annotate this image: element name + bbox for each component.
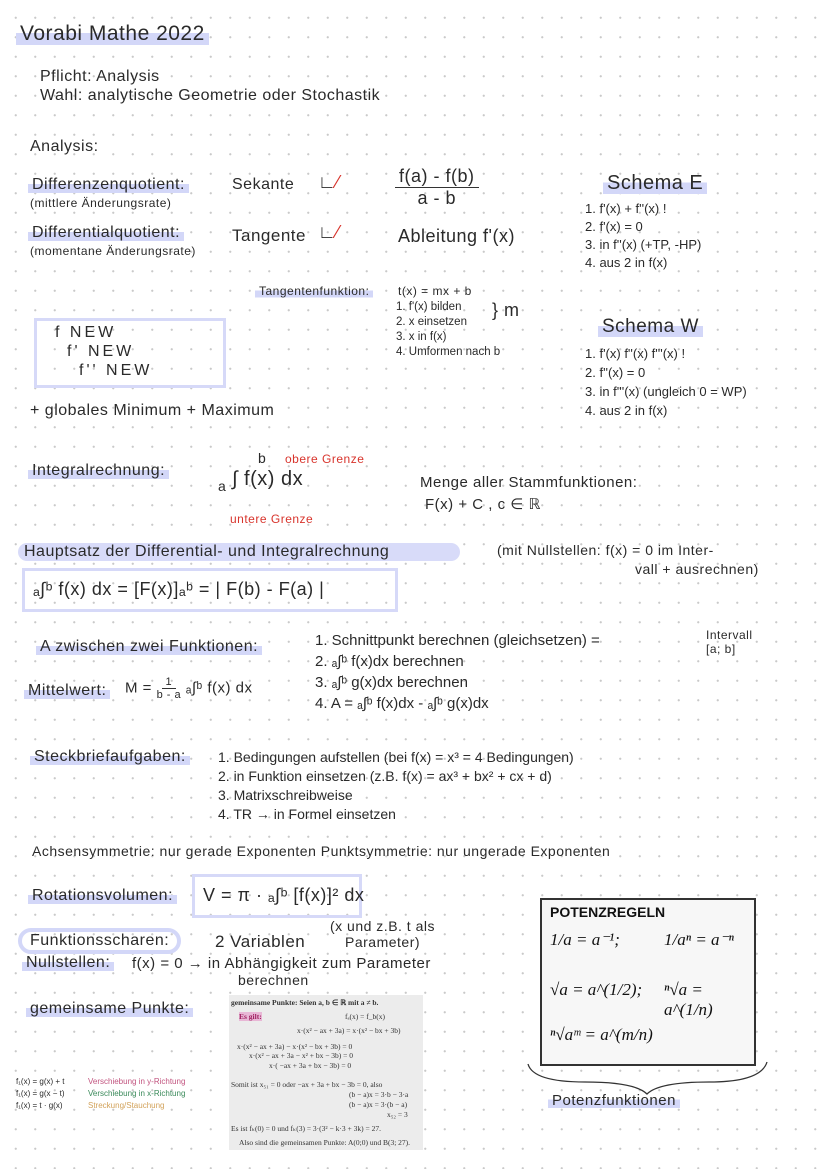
schema-e-title: Schema E — [603, 172, 707, 195]
nullstellen-label: Nullstellen: — [22, 954, 114, 972]
scharen-note: Parameter) — [345, 934, 421, 950]
integral-lower: a — [218, 478, 227, 494]
tangente-formula: t(x) = mx + b — [398, 284, 472, 298]
schema-w-step: 4. aus 2 in f(x) — [585, 403, 668, 418]
gemeinsame-punkte-image — [229, 995, 423, 1150]
zwischen-step: 1. Schnittpunkt berechnen (gleichsetzen) = — [315, 632, 600, 649]
rotation-box — [192, 874, 365, 918]
difference-quotient — [395, 166, 479, 209]
steckbrief-steps — [218, 748, 574, 824]
tangente-label: Tangente — [232, 226, 306, 245]
potenz-rule: √a = a^(1/2); — [550, 980, 643, 999]
gp-line: Somit ist x₅₁ = 0 oder −ax + 3a + bx − 3b = 0, also — [231, 1080, 383, 1089]
gp-line: x·(x² − ax + 3a − x² + bx − 3b) = 0 — [249, 1051, 354, 1060]
gp-line: x₅₂ = 3 — [387, 1110, 408, 1119]
gemeinsam-label: gemeinsame Punkte: — [26, 1000, 193, 1018]
scharen-text: 2 Variablen — [215, 932, 306, 951]
legend-formula: f₁(x) = t · g(x) — [16, 1101, 63, 1110]
hauptsatz-label: Hauptsatz der Differential- und Integralrechnung — [18, 543, 460, 561]
untere-grenze: untere Grenze — [230, 512, 314, 526]
diffq-sub: (mittlere Änderungsrate) — [30, 196, 172, 210]
potenz-rule: ⁿ√aᵐ = a^(m/n) — [550, 1025, 653, 1044]
new-box — [34, 318, 226, 388]
gp-line: x·(x² − ax + 3a) = x·(x² − bx + 3b) — [297, 1026, 401, 1035]
gp-line: Es gilt: — [239, 1012, 262, 1021]
rotation-label: Rotationsvolumen: — [28, 887, 177, 905]
steckbrief-step: 3. Matrixschreibweise — [218, 787, 353, 803]
gp-line: Also sind die gemeinsamen Punkte: A(0;0) und B(3; 27). — [239, 1138, 411, 1147]
zwischen-step: 2. ₐ∫ᵇ f(x)dx berechnen — [315, 653, 464, 670]
nullstellen-text2: berechnen — [238, 972, 309, 988]
stamm-text: F(x) + C , c ∈ ℝ — [425, 496, 541, 513]
gp-line: Es ist fₖ(0) = 0 und fₖ(3) = 3·(3² − k·3 + 3k) = 27. — [231, 1124, 381, 1133]
nullstellen-text: f(x) = 0 → in Abhängigkeit zum Parameter — [132, 955, 431, 972]
zwischen-step: 3. ₐ∫ᵇ g(x)dx berechnen — [315, 674, 468, 691]
frac-num: f(a) - f(b) — [395, 166, 479, 188]
potenz-rule: 1/a = a⁻¹; — [550, 930, 620, 949]
gp-line: x·( −ax + 3a + bx − 3b) = 0 — [269, 1061, 352, 1070]
mittelwert-formula: M = $\frac{1}{b - a}$ ₐ∫ᵇ f(x) dx — [125, 676, 253, 701]
diffq-label: Differenzenquotient: — [28, 176, 189, 194]
potenz-title: POTENZREGELN — [550, 904, 666, 920]
tangente-steps — [396, 300, 500, 360]
global-text: + globales Minimum + Maximum — [30, 402, 275, 419]
integral-upper: b — [258, 450, 267, 466]
steckbrief-step: 2. in Funktion einsetzen (z.B. f(x) = ax³ + bx² + cx + d) — [218, 768, 552, 784]
diffl-label: Differentialquotient: — [28, 224, 184, 242]
sekante-icon: ∟⁄ — [318, 172, 340, 192]
sekante-label: Sekante — [232, 176, 295, 193]
interval-value: [a; b] — [706, 642, 736, 656]
potenz-caption: Potenzfunktionen — [548, 1092, 680, 1109]
potenzregeln-image — [540, 898, 756, 1066]
tangente-step: 3. x in f(x) — [396, 331, 447, 343]
tangente-step: 4. Umformen nach b — [396, 346, 501, 358]
tangente-icon: ∟⁄ — [318, 222, 340, 242]
schema-e-list — [585, 200, 701, 272]
legend-desc: Streckung/Stauchung — [88, 1101, 165, 1110]
integral-label: Integralrechnung: — [28, 462, 169, 480]
mittelwert-label: Mittelwert: — [24, 682, 110, 700]
scharen-note: (x und z.B. t als — [330, 918, 435, 934]
schema-e-step: 4. aus 2 in f(x) — [585, 255, 668, 270]
hauptsatz-note: (mit Nullstellen: f(x) = 0 im Inter- — [497, 542, 714, 558]
legend-desc: Verschiebung in y-Richtung — [88, 1077, 186, 1086]
analysis-heading: Analysis: — [30, 138, 99, 155]
zwischen-step: 4. A = ₐ∫ᵇ f(x)dx - ₐ∫ᵇ g(x)dx — [315, 695, 489, 712]
potenz-rule: ⁿ√a = a^(1/n) — [664, 980, 713, 1019]
obere-grenze: obere Grenze — [285, 452, 365, 466]
zwischen-steps — [315, 630, 600, 714]
zwischen-label: A zwischen zwei Funktionen: — [36, 638, 262, 656]
tangentenfunktion-label: Tangentenfunktion: — [255, 284, 373, 298]
frac-den: a - b — [417, 188, 457, 208]
integral-expr: ∫ f(x) dx — [232, 468, 304, 490]
legend-formula: f₁(x) = g(x) + t — [16, 1077, 65, 1086]
new-row: f' NEW — [67, 343, 135, 360]
schema-e-step: 1. f'(x) + f''(x) ! — [585, 201, 667, 216]
gp-line: x·(x² − ax + 3a) − x·(x² − bx + 3b) = 0 — [237, 1042, 353, 1051]
page-title: Vorabi Mathe 2022 — [16, 22, 209, 46]
tangente-step: 2. x einsetzen — [396, 316, 467, 328]
ableitung-text: Ableitung f'(x) — [398, 226, 515, 246]
curly-brace-icon — [525, 1060, 770, 1096]
schema-w-step: 1. f'(x) f''(x) f'''(x) ! — [585, 346, 686, 361]
schema-e-step: 3. in f''(x) (+TP, -HP) — [585, 237, 702, 252]
hauptsatz-note: vall + ausrechnen) — [635, 561, 759, 577]
scharen-label: Funktionsscharen: — [18, 928, 181, 954]
schema-w-step: 3. in f'''(x) (ungleich 0 = WP) — [585, 384, 747, 399]
diffl-sub: (momentane Änderungsrate) — [30, 244, 196, 258]
tangente-step: 1. f'(x) bilden — [396, 301, 462, 313]
gp-line: gemeinsame Punkte: Seien a, b ∈ ℝ mit a ≠ b. — [231, 998, 379, 1007]
schema-e-step: 2. f'(x) = 0 — [585, 219, 643, 234]
rotation-formula: V = π · ₐ∫ᵇ [f(x)]² dx — [203, 885, 365, 905]
hauptsatz-formula: ₐ∫ᵇ f(x) dx = [F(x)]ₐᵇ = | F(b) - F(a) | — [33, 579, 325, 599]
schema-w-step: 2. f''(x) = 0 — [585, 365, 646, 380]
new-row: f NEW — [55, 324, 117, 341]
gp-line: (b − a)x = 3·(b − a) — [349, 1100, 408, 1109]
interval-text: Intervall — [706, 628, 753, 642]
steckbrief-step: 1. Bedingungen aufstellen (bei f(x) = x³ = 4 Bedingungen) — [218, 749, 574, 765]
potenz-rule: 1/aⁿ = a⁻ⁿ — [664, 930, 734, 949]
menge-text: Menge aller Stammfunktionen: — [420, 474, 638, 491]
steckbrief-label: Steckbriefaufgaben: — [30, 748, 190, 766]
hauptsatz-formula-box — [22, 568, 398, 612]
schema-w-list — [585, 344, 747, 420]
symmetrie-text: Achsensymmetrie: nur gerade Exponenten Punktsymmetrie: nur ungerade Exponenten — [32, 843, 611, 859]
legend-desc: Verschiebung in x-Richtung — [88, 1089, 186, 1098]
steckbrief-step: 4. TR → in Formel einsetzen — [218, 806, 396, 822]
brace-m: } m — [492, 300, 520, 320]
gp-line: (b − a)x = 3·b − 3·a — [349, 1090, 409, 1099]
new-row: f'' NEW — [79, 362, 153, 379]
wahl-text: Wahl: analytische Geometrie oder Stochastik — [40, 87, 381, 104]
gp-line: fₐ(x) = f_b(x) — [345, 1012, 386, 1021]
legend-formula: f₁(x) = g(x − t) — [16, 1089, 65, 1098]
schema-w-title: Schema W — [598, 316, 703, 338]
pflicht-text: Pflicht: Analysis — [40, 68, 160, 85]
